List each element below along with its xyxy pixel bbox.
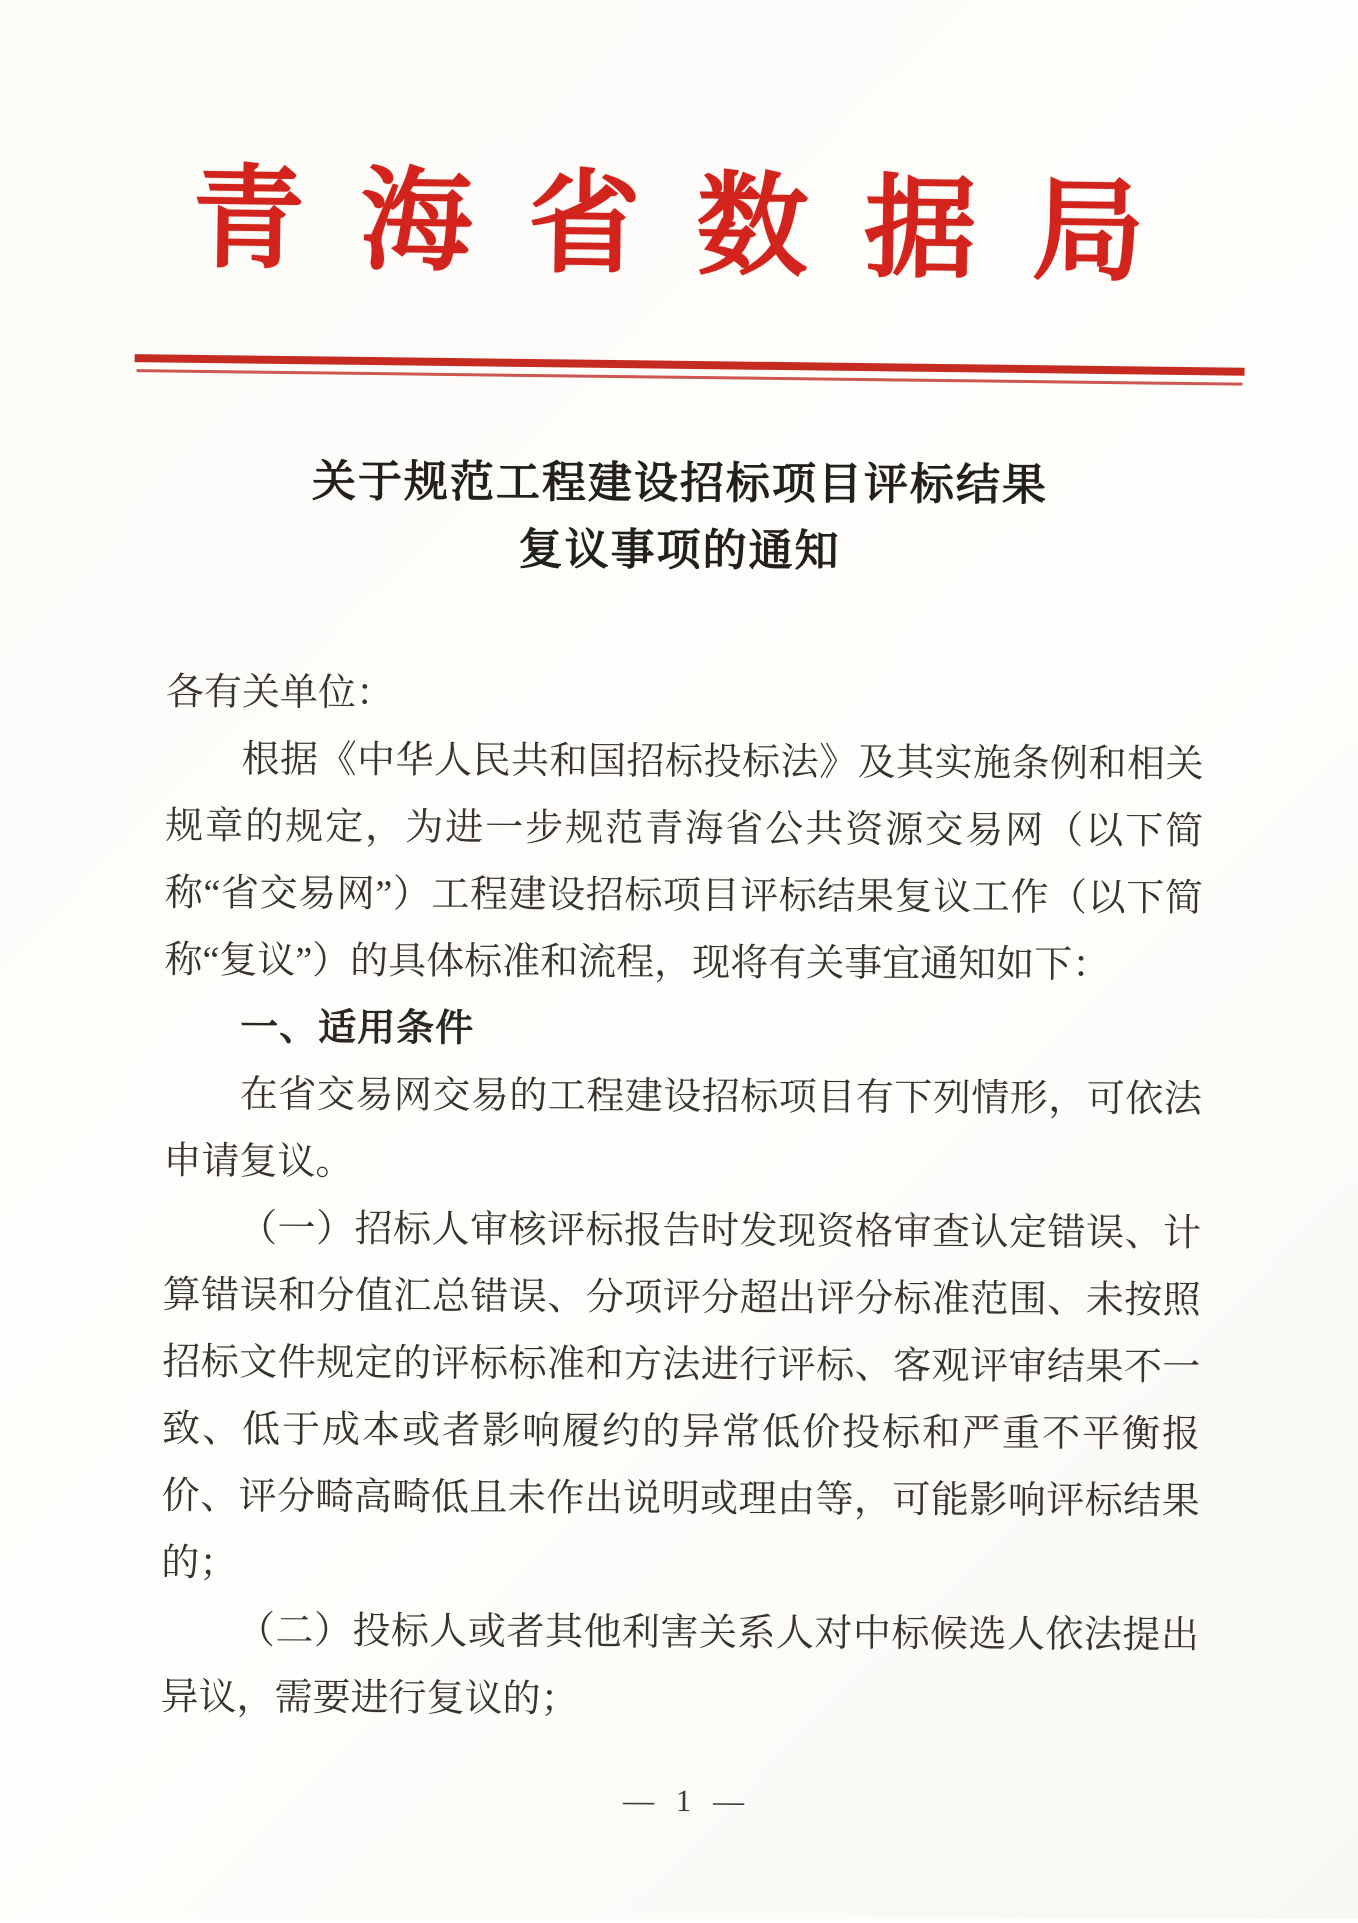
paragraph-condition-one: （一）招标人审核评标报告时发现资格审查认定错误、计算错误和分值汇总错误、分项评分超出评分标准范围、未按照招标文件规定的评标标准和方法进行评标、客观评审结果不一致、低于成本或者影响履约的异常低价投标和严重不平衡报价、评分畸高畸低且未作出说明或理由等，可能影响评标结果的； [161,1195,1201,1602]
paragraph-scope: 在省交易网交易的工程建设招标项目有下列情形，可依法申请复议。 [163,1061,1202,1200]
page-number: — 1 — [8,1780,1358,1823]
document-title-line1: 关于规范工程建设招标项目评标结果 [1,446,1358,520]
document-body [160,659,1204,1736]
salutation-line: 各有关单位： [166,659,1204,731]
paragraph-basis: 根据《中华人民共和国招标投标法》及其实施条例和相关规章的规定，为进一步规范青海省公共资源交易网（以下简称“省交易网”）工程建设招标项目评标结果复议工作（以下简称“复议”）的具体标准和流程，现将有关事宜通知如下： [164,726,1203,999]
paragraph-condition-two: （二）投标人或者其他利害关系人对中标候选人依法提出异议，需要进行复议的； [160,1597,1199,1736]
document-title-line2: 复议事项的通知 [0,513,1358,587]
section-heading-applicable-conditions: 一、适用条件 [164,994,1202,1066]
document-title [0,446,1358,587]
agency-letterhead: 青海省数据局 [191,147,1201,308]
